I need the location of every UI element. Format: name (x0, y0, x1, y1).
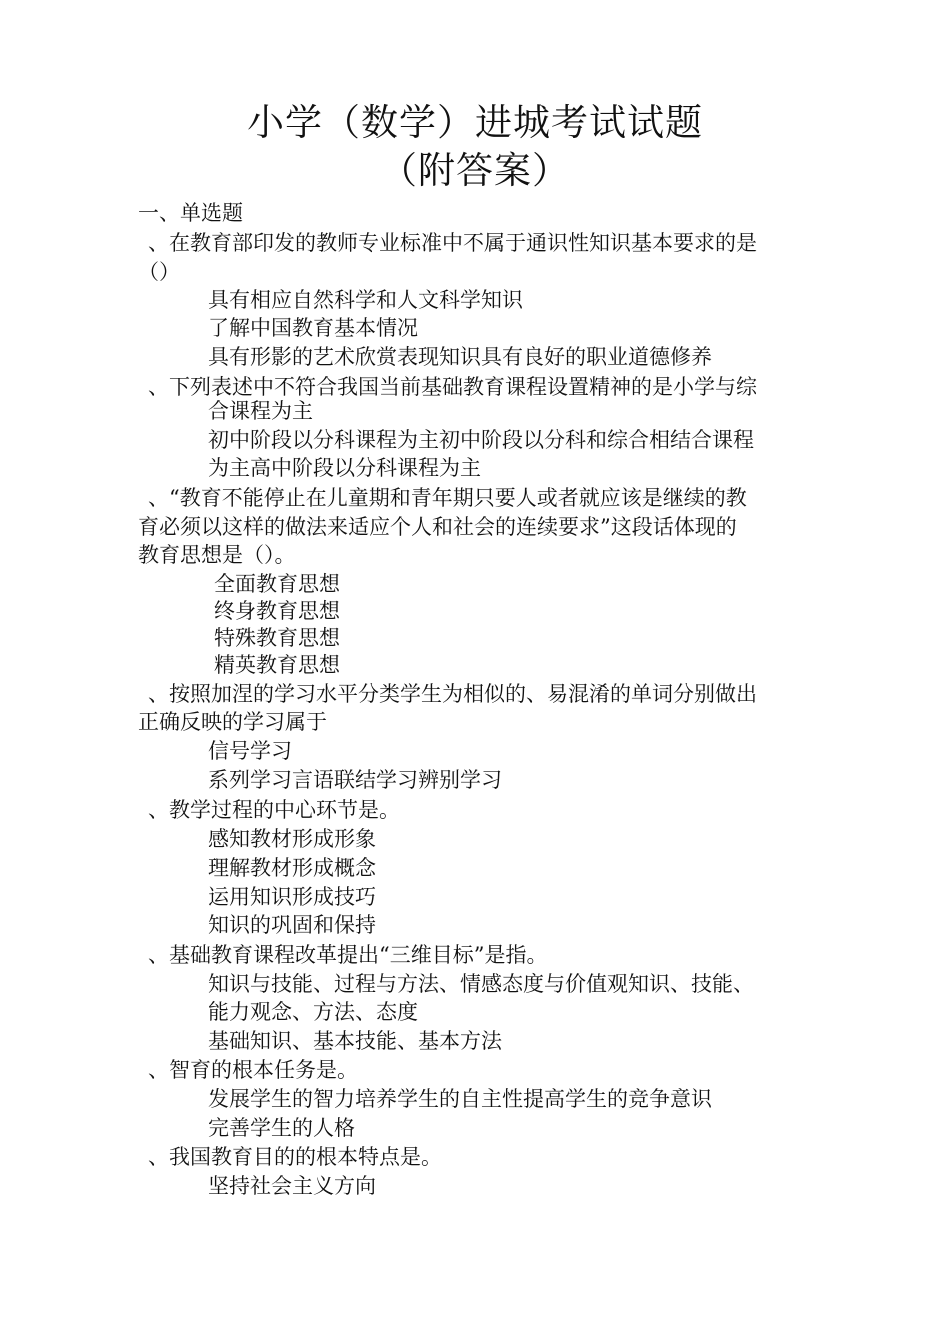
question-5-option: 知识的巩固和保持 (208, 913, 376, 937)
question-1-stem: 、在教育部印发的教师专业标准中不属于通识性知识基本要求的是 (148, 231, 757, 255)
question-1-option: 了解中国教育基本情况 (208, 316, 418, 340)
question-7-option: 发展学生的智力培养学生的自主性提高学生的竞争意识 (208, 1087, 712, 1111)
question-7-stem: 、智育的根本任务是。 (148, 1058, 358, 1082)
section-heading: 一、单选题 (138, 201, 243, 225)
question-4-option: 系列学习言语联结学习辨别学习 (208, 768, 502, 792)
question-2-option: 初中阶段以分科课程为主初中阶段以分科和综合相结合课程 (208, 428, 754, 452)
question-3-stem-cont: 育必须以这样的做法来适应个人和社会的连续要求”这段话体现的 (138, 515, 737, 539)
question-2-stem: 、下列表述中不符合我国当前基础教育课程设置精神的是小学与综 (148, 375, 757, 399)
question-5-option: 运用知识形成技巧 (208, 885, 376, 909)
question-8-option: 坚持社会主义方向 (208, 1174, 376, 1198)
question-1-stem-cont: （） (138, 260, 180, 284)
question-2-option: 为主高中阶段以分科课程为主 (208, 456, 481, 480)
question-3-option: 特殊教育思想 (214, 626, 340, 650)
question-1-option: 具有形影的艺术欣赏表现知识具有良好的职业道德修养 (208, 345, 712, 369)
question-8-stem: 、我国教育目的的根本特点是。 (148, 1145, 442, 1169)
question-4-stem: 、按照加涅的学习水平分类学生为相似的、易混淆的单词分别做出 (148, 682, 757, 706)
question-3-stem-cont: 教育思想是（）。 (138, 543, 296, 567)
question-5-option: 理解教材形成概念 (208, 856, 376, 880)
question-7-option: 完善学生的人格 (208, 1116, 355, 1140)
question-3-option: 终身教育思想 (214, 599, 340, 623)
question-4-option: 信号学习 (208, 739, 292, 763)
question-2-stem-cont: 合课程为主 (208, 399, 313, 423)
question-3-option: 全面教育思想 (214, 572, 340, 596)
question-6-option: 基础知识、基本技能、基本方法 (208, 1029, 502, 1053)
question-1-option: 具有相应自然科学和人文科学知识 (208, 288, 523, 312)
document-subtitle: （附答案） (380, 149, 570, 192)
question-6-option: 能力观念、方法、态度 (208, 1000, 418, 1024)
question-5-stem: 、教学过程的中心环节是。 (148, 798, 400, 822)
document-title: 小学（数学）进城考试试题 (247, 101, 703, 144)
question-3-option: 精英教育思想 (214, 653, 340, 677)
question-6-stem: 、基础教育课程改革提出“三维目标”是指。 (148, 943, 548, 967)
question-6-option: 知识与技能、过程与方法、情感态度与价值观知识、技能、 (208, 972, 754, 996)
question-4-stem-cont: 正确反映的学习属于 (138, 710, 327, 734)
question-3-stem: 、“教育不能停止在儿童期和青年期只要人或者就应该是继续的教 (148, 486, 747, 510)
question-5-option: 感知教材形成形象 (208, 827, 376, 851)
